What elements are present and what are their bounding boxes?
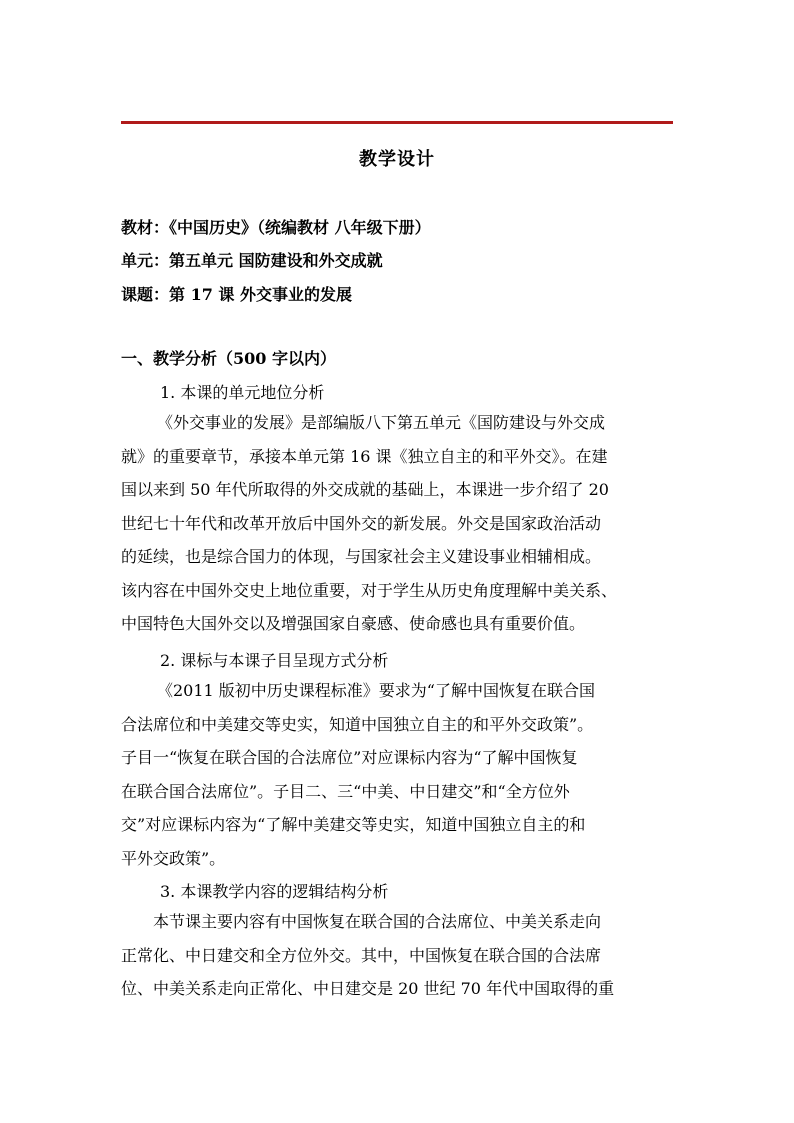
paragraph-line: 中国特色大国外交以及增强国家自豪感、使命感也具有重要价值。 bbox=[121, 614, 586, 633]
paragraph bbox=[121, 406, 681, 641]
paragraph bbox=[121, 905, 681, 1006]
page-title: 教学设计 bbox=[359, 149, 435, 170]
paragraph-line: 世纪七十年代和改革开放后中国外交的新发展。外交是国家政治活动 bbox=[121, 513, 602, 533]
paragraph-line: 该内容在中国外交史上地位重要，对于学生从历史角度理解中美关系、 bbox=[121, 580, 618, 600]
paragraph-line: 平外交政策”。 bbox=[121, 848, 226, 868]
paragraph-line: 的延续，也是综合国力的体现，与国家社会主义建设事业相辅相成。 bbox=[121, 547, 602, 566]
subsection-heading: 3. 本课教学内容的逻辑结构分析 bbox=[160, 882, 389, 901]
paragraph-line: 交”对应课标内容为“了解中美建交等史实，知道中国独立自主的和 bbox=[121, 815, 586, 834]
paragraph-line: 子目一“恢复在联合国的合法席位”对应课标内容为“了解中国恢复 bbox=[121, 748, 578, 767]
meta-textbook: 教材：《中国历史》（统编教材 八年级下册） bbox=[121, 218, 431, 237]
paragraph-line: 《外交事业的发展》是部编版八下第五单元《国防建设与外交成 bbox=[157, 413, 606, 432]
header-divider bbox=[121, 121, 673, 124]
paragraph-line: 国以来到 50 年代所取得的外交成就的基础上，本课进一步介绍了 20 bbox=[121, 480, 609, 499]
paragraph-line: 位、中美关系走向正常化、中日建交是 20 世纪 70 年代中国取得的重 bbox=[121, 979, 615, 998]
paragraph-line: 在联合国合法席位”。子目二、三“中美、中日建交”和“全方位外 bbox=[121, 781, 570, 801]
subsection-heading: 2. 课标与本课子目呈现方式分析 bbox=[160, 651, 389, 670]
paragraph-line: 合法席位和中美建交等史实，知道中国独立自主的和平外交政策”。 bbox=[121, 714, 594, 734]
paragraph-line: 正常化、中日建交和全方位外交。其中，中国恢复在联合国的合法席 bbox=[121, 945, 602, 965]
meta-unit: 单元：第五单元 国防建设和外交成就 bbox=[121, 251, 383, 270]
subsection-heading: 1. 本课的单元地位分析 bbox=[160, 383, 325, 402]
paragraph-line: 《2011 版初中历史课程标准》要求为“了解中国恢复在联合国 bbox=[157, 681, 595, 700]
section-heading: 一、教学分析（500 字以内） bbox=[121, 349, 336, 368]
paragraph bbox=[121, 674, 681, 875]
meta-lesson: 课题：第 17 课 外交事业的发展 bbox=[121, 285, 352, 304]
paragraph-line: 本节课主要内容有中国恢复在联合国的合法席位、中美关系走向 bbox=[153, 912, 602, 931]
paragraph-line: 就》的重要章节，承接本单元第 16 课《独立自主的和平外交》。在建 bbox=[121, 446, 608, 466]
